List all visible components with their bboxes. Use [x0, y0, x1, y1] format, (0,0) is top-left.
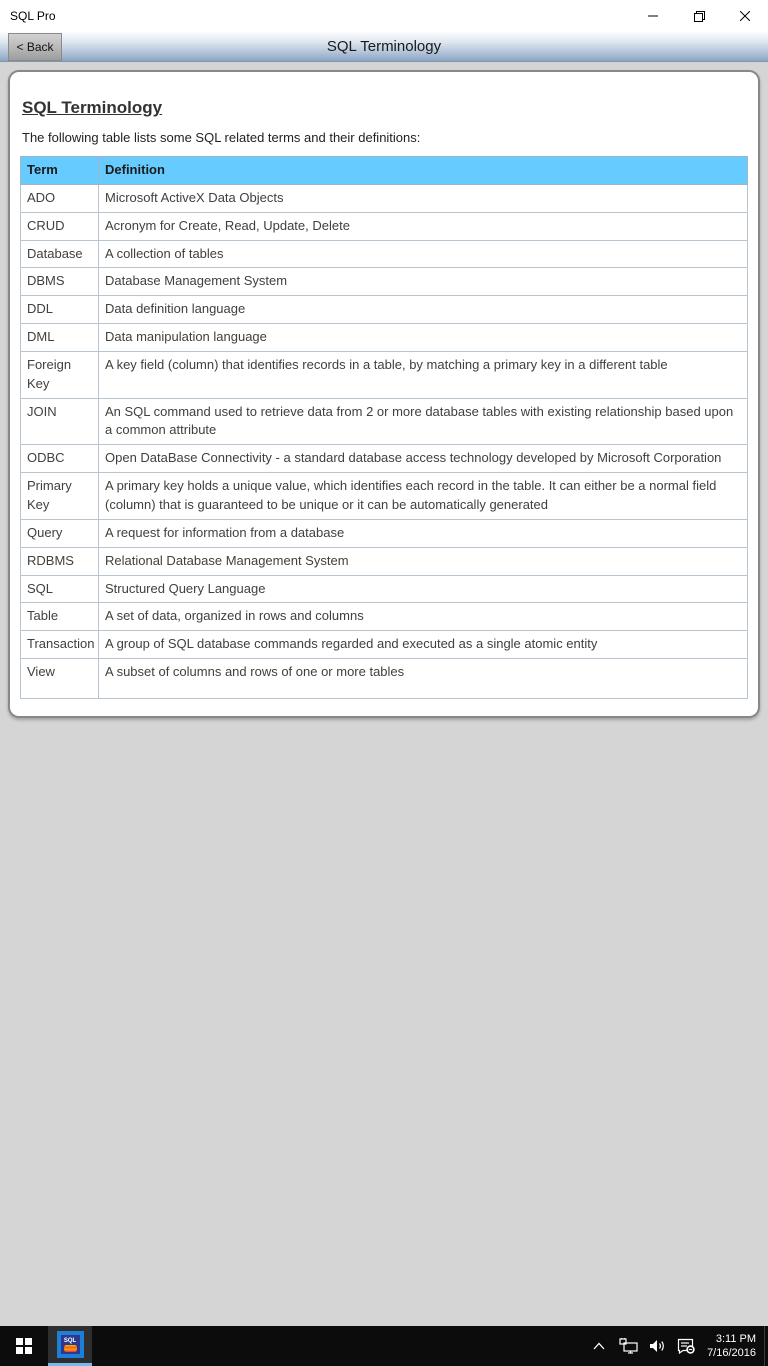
window-title: SQL Pro	[10, 9, 56, 23]
card-intro-text: The following table lists some SQL related terms and their definitions:	[22, 130, 421, 145]
term-cell: DDL	[21, 296, 99, 324]
term-cell: Database	[21, 240, 99, 268]
table-row	[21, 296, 748, 324]
windows-logo-icon	[16, 1338, 32, 1354]
table-row	[21, 547, 748, 575]
definition-cell: Database Management System	[99, 268, 748, 296]
table-row	[21, 324, 748, 352]
back-button[interactable]: < Back	[8, 33, 62, 61]
close-icon	[740, 11, 750, 21]
definition-cell: A key field (column) that identifies records in a table, by matching a primary key in a different table	[99, 351, 748, 398]
network-icon[interactable]	[617, 1326, 639, 1366]
definition-cell: Microsoft ActiveX Data Objects	[99, 184, 748, 212]
term-cell: DBMS	[21, 268, 99, 296]
taskbar	[0, 1326, 768, 1366]
title-bar	[0, 0, 768, 32]
definition-cell: A set of data, organized in rows and columns	[99, 603, 748, 631]
definition-cell: A subset of columns and rows of one or more tables	[99, 659, 748, 699]
page-title: SQL Terminology	[326, 38, 442, 55]
table-row	[21, 631, 748, 659]
content-card	[8, 70, 760, 718]
restore-button[interactable]	[676, 0, 722, 32]
show-desktop-button[interactable]	[764, 1326, 768, 1366]
minimize-icon	[648, 11, 658, 21]
volume-icon[interactable]	[646, 1326, 668, 1366]
term-cell: SQL	[21, 575, 99, 603]
term-cell: Primary Key	[21, 473, 99, 520]
term-cell: RDBMS	[21, 547, 99, 575]
table-row	[21, 240, 748, 268]
term-cell: ODBC	[21, 445, 99, 473]
nav-bar	[0, 32, 768, 62]
clock-time: 3:11 PM	[715, 1333, 756, 1345]
terminology-table	[20, 156, 748, 699]
taskbar-app-sql-pro[interactable]	[48, 1326, 92, 1366]
table-row	[21, 398, 748, 445]
term-cell: Query	[21, 519, 99, 547]
taskbar-empty-area	[92, 1326, 588, 1366]
definition-cell: Data manipulation language	[99, 324, 748, 352]
column-header-definition: Definition	[99, 157, 748, 185]
restore-icon	[694, 11, 705, 22]
sql-pro-app-icon: SQL	[57, 1331, 84, 1358]
definition-cell: A collection of tables	[99, 240, 748, 268]
definition-cell: An SQL command used to retrieve data from 2 or more database tables with existing relationship based upon a common attribute	[99, 398, 748, 445]
table-row	[21, 268, 748, 296]
term-cell: JOIN	[21, 398, 99, 445]
table-row	[21, 351, 748, 398]
definition-cell: Relational Database Management System	[99, 547, 748, 575]
definition-cell: Data definition language	[99, 296, 748, 324]
definition-cell: A primary key holds a unique value, which identifies each record in the table. It can either be a normal field (column) that is guaranteed to be unique or it can be automatically generated	[99, 473, 748, 520]
database-glyph	[64, 1345, 77, 1352]
term-cell: CRUD	[21, 212, 99, 240]
term-cell: ADO	[21, 184, 99, 212]
term-cell: Foreign Key	[21, 351, 99, 398]
term-cell: View	[21, 659, 99, 699]
action-center-icon[interactable]	[675, 1326, 697, 1366]
table-row	[21, 575, 748, 603]
page-background	[0, 62, 768, 1326]
term-cell: Transaction	[21, 631, 99, 659]
definition-cell: Open DataBase Connectivity - a standard database access technology developed by Microsoft Corporation	[99, 445, 748, 473]
card-heading: SQL Terminology	[22, 98, 163, 117]
tray-expand-chevron-icon[interactable]	[588, 1326, 610, 1366]
minimize-button[interactable]	[630, 0, 676, 32]
definition-cell: Structured Query Language	[99, 575, 748, 603]
column-header-term: Term	[21, 157, 99, 185]
table-row	[21, 445, 748, 473]
term-cell: DML	[21, 324, 99, 352]
close-button[interactable]	[722, 0, 768, 32]
table-row	[21, 519, 748, 547]
definition-cell: A request for information from a database	[99, 519, 748, 547]
start-button[interactable]	[0, 1326, 48, 1366]
clock-date: 7/16/2016	[707, 1347, 756, 1359]
definition-cell: A group of SQL database commands regarded and executed as a single atomic entity	[99, 631, 748, 659]
table-row	[21, 659, 748, 699]
taskbar-clock[interactable]	[703, 1326, 764, 1366]
table-row	[21, 473, 748, 520]
term-cell: Table	[21, 603, 99, 631]
system-tray	[588, 1326, 703, 1366]
definition-cell: Acronym for Create, Read, Update, Delete	[99, 212, 748, 240]
table-row	[21, 603, 748, 631]
table-header-row	[21, 157, 748, 185]
table-row	[21, 212, 748, 240]
table-row	[21, 184, 748, 212]
